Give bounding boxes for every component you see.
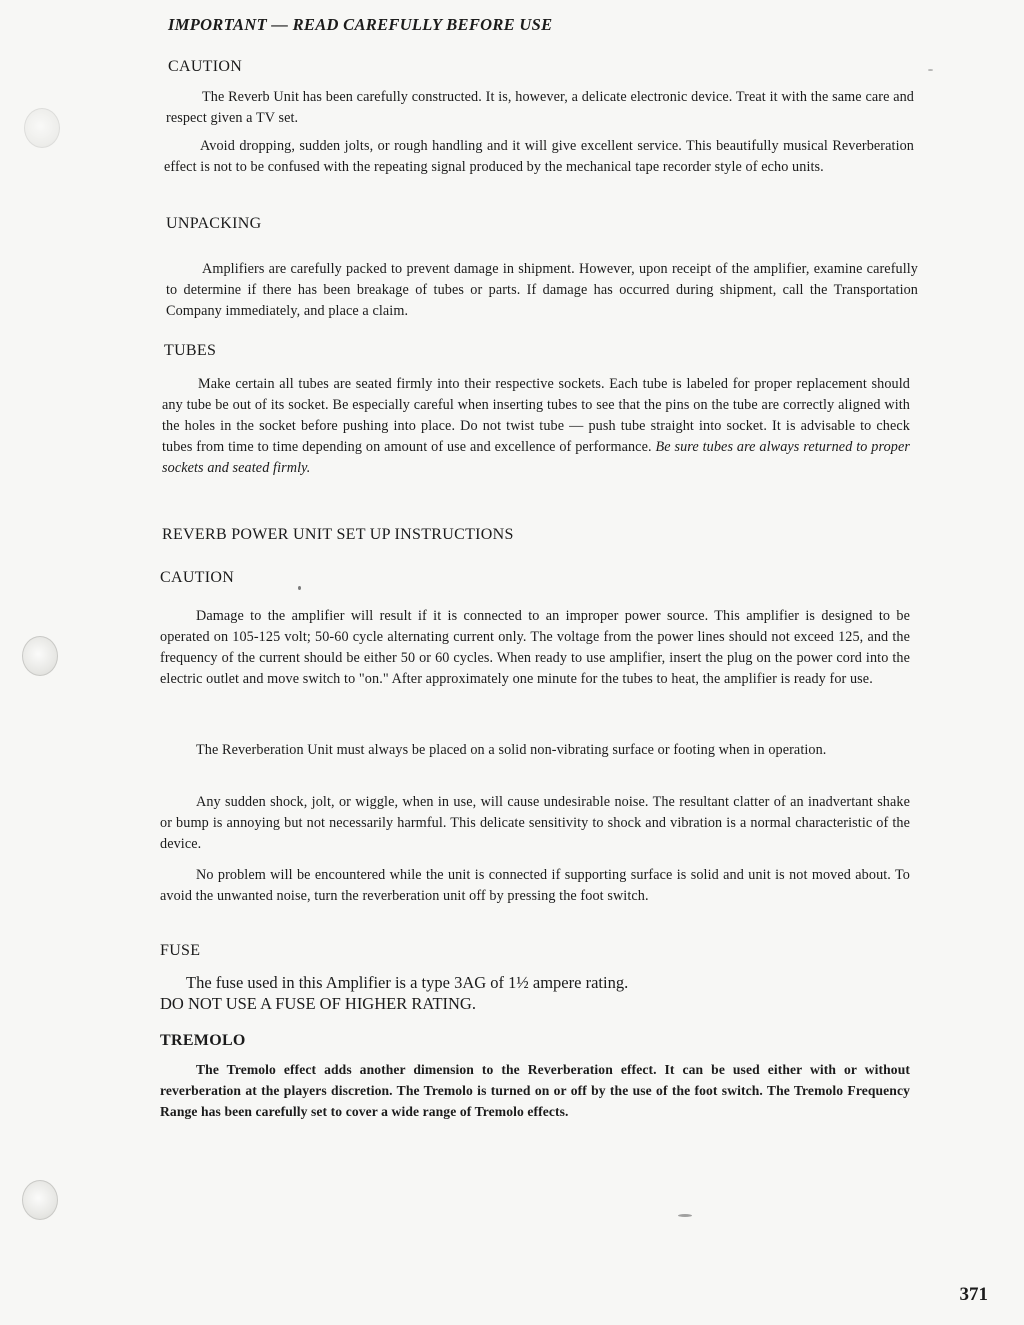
unpacking-paragraph: Amplifiers are carefully packed to prevent damage in shipment. However, upon receipt of the amplifier, examine carefully to determine if there has been breakage of tubes or parts. If damage has occurred during shipment, call the Transportation Company immediately, and place a claim. [166, 261, 918, 319]
setup-heading: REVERB POWER UNIT SET UP INSTRUCTIONS [162, 526, 514, 543]
scan-speck [678, 1214, 692, 1217]
binder-hole-bottom [22, 1180, 58, 1220]
tubes-paragraph [162, 374, 910, 479]
tubes-body: Make certain all tubes are seated firmly into their respective sockets. Each tube is labeled for proper replacement should any tube be out of its socket. Be especially careful when inserting tubes to see that the pins on the tube are correctly aligned with the holes in the socket before pushing into place. Do not twist tube — push tube straight into socket. It is advisable to check tubes from time to time depending on amount of use and excellence of performance. [162, 376, 910, 455]
caution-2-heading: CAUTION [160, 569, 235, 586]
noise-paragraph: No problem will be encountered while the unit is connected if supporting surface is solid and unit is not moved about. To avoid the unwanted noise, turn the reverberation unit off by pressing the foot switch. [160, 867, 910, 904]
tubes-heading: TUBES [164, 342, 217, 359]
fuse-warning-line: DO NOT USE A FUSE OF HIGHER RATING. [160, 994, 476, 1013]
caution-paragraph-1: The Reverb Unit has been carefully constructed. It is, however, a delicate electronic device. Treat it with the same care and respect given a TV set. [166, 89, 914, 126]
caution-heading: CAUTION [168, 58, 243, 75]
caution-paragraph-2: Avoid dropping, sudden jolts, or rough handling and it will give excellent service. This beautifully musical Reverberation effect is not to be confused with the repeating signal produced by the mechanical tape recorder style of echo units. [164, 138, 914, 175]
page-number: 371 [959, 1284, 988, 1305]
power-paragraph: Damage to the amplifier will result if it is connected to an improper power source. This amplifier is designed to be operated on 105-125 volt; 50-60 cycle alternating current only. The voltage from the power lines should not exceed 125, and the frequency of the current should be either 50 or 60 cycles. When ready to use amplifier, insert the plug on the power cord into the electric outlet and move switch to "on." After approximately one minute for the tubes to heat, the amplifier is ready for use. [160, 608, 910, 687]
unpacking-heading: UNPACKING [166, 215, 262, 232]
tremolo-heading: TREMOLO [160, 1032, 246, 1049]
surface-paragraph: The Reverberation Unit must always be placed on a solid non-vibrating surface or footing when in operation. [196, 742, 827, 758]
tremolo-paragraph: The Tremolo effect adds another dimension to the Reverberation effect. It can be used either with or without reverberation at the players discretion. The Tremolo is turned on or off by the use of the foot switch. The Tremolo Frequency Range has been carefully set to cover a wide range of Tremolo effects. [160, 1062, 910, 1119]
scan-speck [928, 69, 933, 71]
tubes-emphasis: Be sure tubes are always returned to proper sockets and seated firmly. [162, 439, 910, 476]
shock-paragraph: Any sudden shock, jolt, or wiggle, when in use, will cause undesirable noise. The resultant clatter of an inadvertant shake or bump is annoying but not necessarily harmful. This delicate sensitivity to shock and vibration is a normal characteristic of the device. [160, 794, 910, 852]
fuse-heading: FUSE [160, 942, 201, 959]
fuse-rating-line: The fuse used in this Amplifier is a type 3AG of 1½ ampere rating. [186, 973, 629, 992]
scan-speck [298, 586, 301, 590]
binder-hole-top [24, 108, 60, 148]
page-title: IMPORTANT — READ CAREFULLY BEFORE USE [168, 15, 553, 34]
binder-hole-middle [22, 636, 58, 676]
